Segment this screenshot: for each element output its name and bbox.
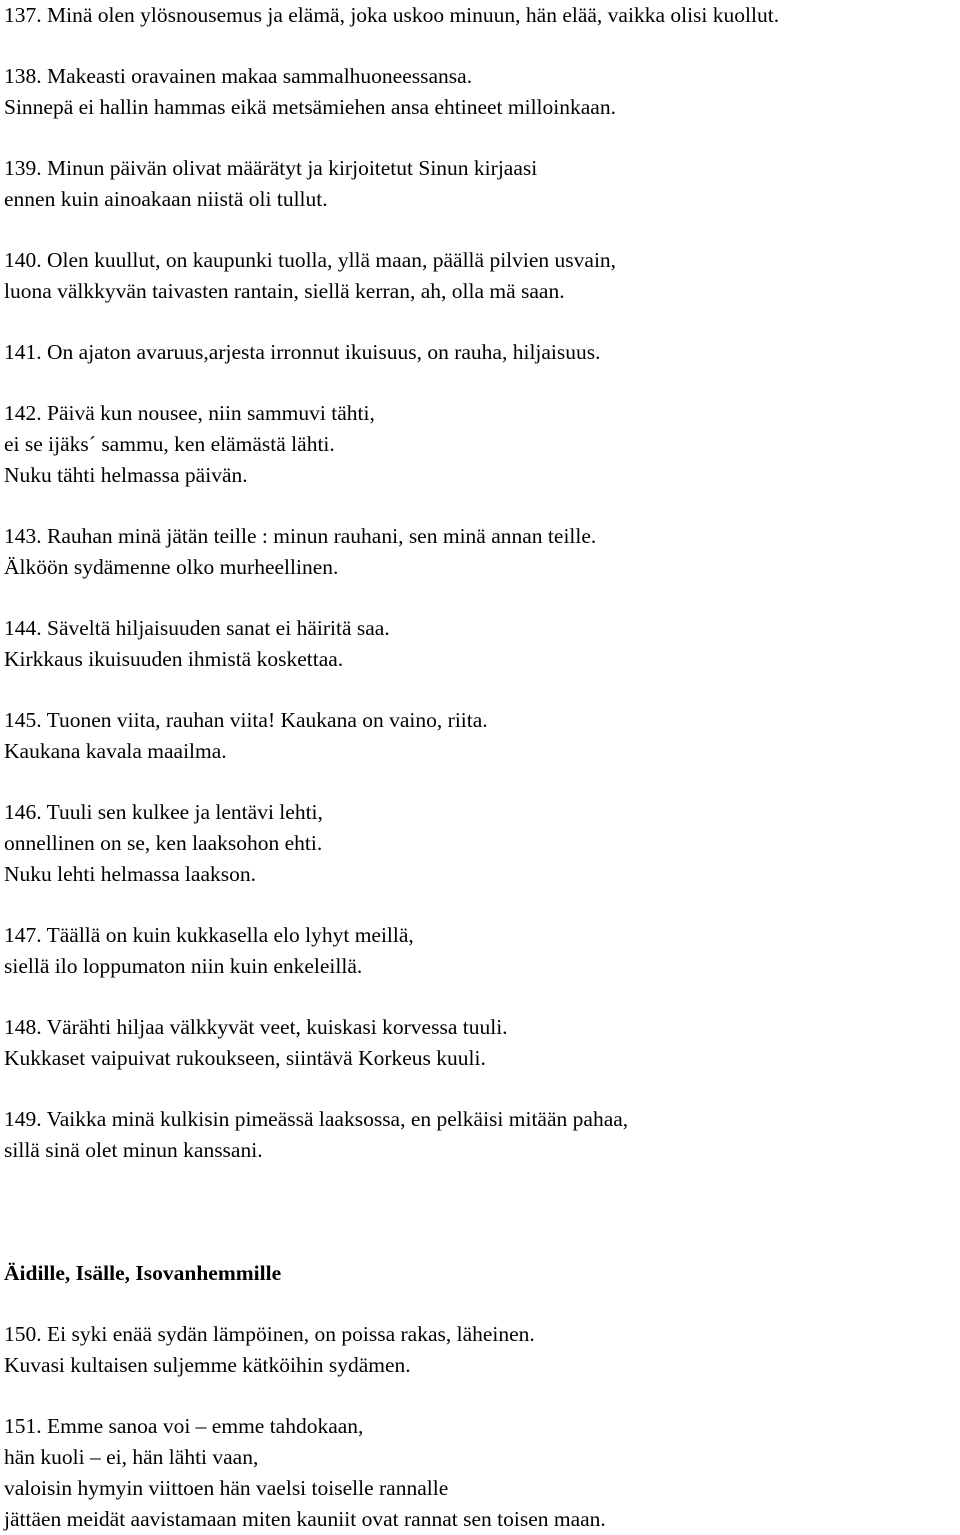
verse-block [4,705,954,767]
section-heading: Äidille, Isälle, Isovanhemmille [4,1261,282,1285]
verse-line: 146. Tuuli sen kulkee ja lentävi lehti, [4,800,323,824]
verse-line: ennen kuin ainoakaan niistä oli tullut. [4,187,328,211]
verse-list-top [4,0,954,1166]
verse-line: luona välkkyvän taivasten rantain, siellä kerran, ah, olla mä saan. [4,279,565,303]
verse-block [4,613,954,675]
verse-block [4,245,954,307]
verse-line: 149. Vaikka minä kulkisin pimeässä laaksossa, en pelkäisi mitään pahaa, [4,1107,629,1131]
verse-line: ei se ijäks´ sammu, ken elämästä lähti. [4,432,335,456]
verse-block [4,797,954,890]
verse-block [4,1411,954,1535]
verse-block [4,0,954,31]
verse-block [4,920,954,982]
verse-block [4,1012,954,1074]
verse-line: siellä ilo loppumaton niin kuin enkeleillä. [4,954,363,978]
verse-line: 143. Rauhan minä jätän teille : minun rauhani, sen minä annan teille. [4,524,597,548]
verse-line: 139. Minun päivän olivat määrätyt ja kirjoitetut Sinun kirjaasi [4,156,538,180]
verse-line: sillä sinä olet minun kanssani. [4,1138,263,1162]
verse-line: valoisin hymyin viittoen hän vaelsi toiselle rannalle [4,1476,449,1500]
verse-line: 138. Makeasti oravainen makaa sammalhuoneessansa. [4,64,473,88]
verse-line: 145. Tuonen viita, rauhan viita! Kaukana on vaino, riita. [4,708,488,732]
verse-block [4,398,954,491]
verse-line: 144. Säveltä hiljaisuuden sanat ei häiritä saa. [4,616,390,640]
verse-line: 137. Minä olen ylösnousemus ja elämä, joka uskoo minuun, hän elää, vaikka olisi kuollut. [4,3,780,27]
verse-line: 150. Ei syki enää sydän lämpöinen, on poissa rakas, läheinen. [4,1322,535,1346]
verse-block [4,1104,954,1166]
verse-line: 142. Päivä kun nousee, niin sammuvi tähti, [4,401,375,425]
verse-block [4,521,954,583]
verse-line: jättäen meidät aavistamaan miten kauniit ovat rannat sen toisen maan. [4,1507,606,1531]
verse-line: Kirkkaus ikuisuuden ihmistä koskettaa. [4,647,344,671]
verse-line: Sinnepä ei hallin hammas eikä metsämiehen ansa ehtineet milloinkaan. [4,95,616,119]
verse-line: Kuvasi kultaisen suljemme kätköihin sydämen. [4,1353,411,1377]
verse-block [4,61,954,123]
verse-block [4,337,954,368]
verse-block [4,1319,954,1381]
verse-line: Kaukana kavala maailma. [4,739,227,763]
verse-line: 140. Olen kuullut, on kaupunki tuolla, yllä maan, päällä pilvien usvain, [4,248,617,272]
verse-line: 151. Emme sanoa voi – emme tahdokaan, [4,1414,364,1438]
verse-line: 147. Täällä on kuin kukkasella elo lyhyt meillä, [4,923,414,947]
verse-line: 141. On ajaton avaruus,arjesta irronnut ikuisuus, on rauha, hiljaisuus. [4,340,601,364]
verse-line: Älköön sydämenne olko murheellinen. [4,555,339,579]
verse-line: hän kuoli – ei, hän lähti vaan, [4,1445,259,1469]
verse-block [4,153,954,215]
verse-line: Nuku tähti helmassa päivän. [4,463,248,487]
document-page [4,0,954,1535]
verse-list-bottom [4,1319,954,1535]
verse-line: 148. Värähti hiljaa välkkyvät veet, kuiskasi korvessa tuuli. [4,1015,508,1039]
verse-line: onnellinen on se, ken laaksohon ehti. [4,831,323,855]
verse-line: Nuku lehti helmassa laakson. [4,862,256,886]
verse-line: Kukkaset vaipuivat rukoukseen, siintävä Korkeus kuuli. [4,1046,486,1070]
